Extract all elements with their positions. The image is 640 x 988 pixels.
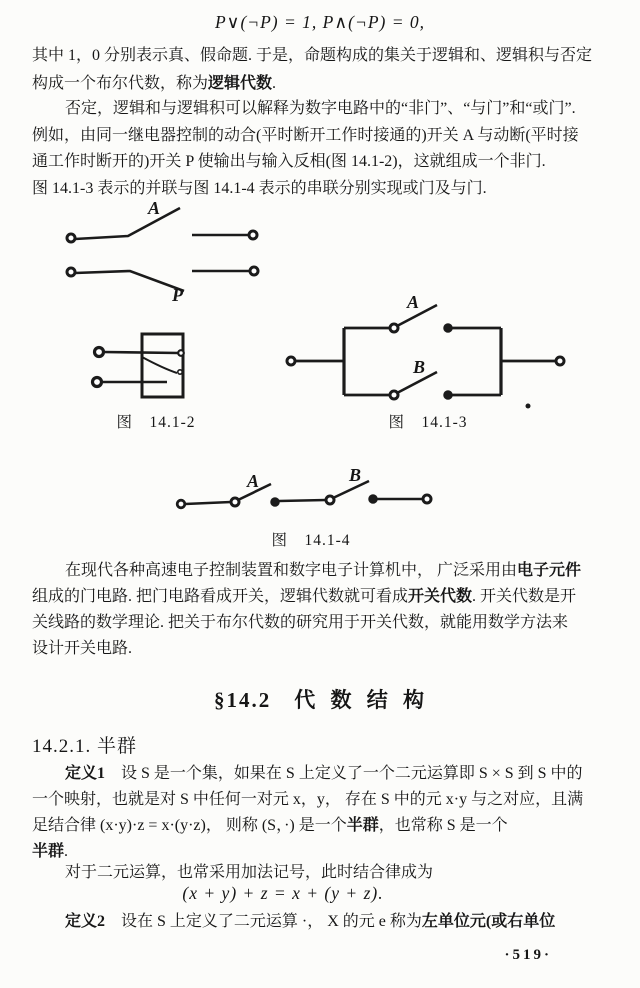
section-heading-block: [32, 684, 608, 714]
stray-ink-dot: [526, 404, 531, 409]
p3-line4: 设计开关电路.: [32, 640, 133, 657]
def1-line2: 一个映射，也就是对 S 中任何一对元 x，y， 存在 S 中的元 x·y 与之对应，且满: [32, 791, 584, 808]
def2-mid: 设在 S 上定义了二元运算 ·， X 的元 e 称为: [105, 913, 422, 930]
term-semigroup: 半群: [346, 817, 379, 834]
p1-l2-pre: 构成一个布尔代数，称为: [32, 75, 209, 92]
definition-1: [32, 761, 608, 865]
term-left-identity: 左单位元(或右单位: [421, 913, 556, 930]
p3-l1-pre: 在现代各种高速电子控制装置和数字电子计算机中， 广泛采用由: [65, 562, 518, 579]
p2-line1: 否定，逻辑和与逻辑积可以解释为数字电路中的“非门”、“与门”和“或门”.: [65, 100, 576, 117]
def1-l3-pre: 足结合律 (x·y)·z = x·(y·z)， 则称 (S，·) 是一个: [32, 817, 347, 834]
switch-a-normally-open: [67, 208, 257, 242]
p1-line2: [32, 70, 608, 98]
circuit-figures: [0, 195, 640, 555]
fig1-switch-p-label: P: [172, 285, 183, 305]
def1-term: 定义1: [65, 765, 106, 782]
p3-l2-pre: 组成的门电路. 把门电路看成开关，逻辑代数就可看成: [32, 588, 409, 605]
paragraph-3: [32, 558, 608, 662]
p2-line2: 例如，由同一继电器控制的动合(平时断开工作时接通的)开关 A 与动断(平时接: [32, 126, 579, 144]
fig2-switch-b-label: B: [413, 357, 426, 377]
p3-line3: 关线路的数学理论. 把关于布尔代数的研究用于开关代数，就能用数学方法来: [32, 614, 569, 631]
def1-line3: [32, 813, 608, 839]
p2-line3: 通工作时断开的)开关 P 使输出与输入反相(图 14.1-2)，这就组成一个非门.: [32, 153, 546, 170]
formula-top-text: P∨(¬P) = 1, P∧(¬P) = 0,: [214, 12, 426, 32]
p4-line1: 对于二元运算，也常采用加法记号，此时结合律成为: [65, 864, 434, 881]
fig3-switch-b-label: B: [349, 465, 362, 485]
fig2-caption: 图 14.1-3: [388, 414, 468, 431]
def1-line1: [32, 761, 608, 787]
relay-coil-box: [93, 334, 184, 397]
subsection-heading-block: [32, 731, 608, 758]
term-semigroup-2: 半群: [32, 843, 65, 860]
switch-p-normally-closed: [67, 267, 258, 291]
branch-switch-a: [390, 305, 452, 332]
def1-l1-rest: 设 S 是一个集，如果在 S 上定义了一个二元运算即 S × S 到 S 中的: [105, 765, 583, 782]
fig1-caption: 图 14.1-2: [116, 414, 196, 431]
fig2-switch-a-label: A: [407, 292, 420, 312]
formula-top: [32, 12, 608, 33]
p3-l2-post: . 开关代数是开: [472, 588, 577, 605]
definition-2: [32, 908, 608, 931]
formula-mid-block: [0, 883, 571, 904]
subsection-heading: 14.2.1. 半群: [32, 736, 138, 757]
series-output-lead: [369, 495, 431, 503]
figure-14-1-4: [177, 465, 431, 549]
def2-term: 定义2: [65, 913, 106, 930]
section-heading: §14.2 代 数 结 构: [214, 688, 426, 712]
def2-line1: [32, 908, 608, 931]
formula-mid-text: (x + y) + z = x + (y + z).: [182, 883, 384, 903]
figure-14-1-2: [67, 198, 258, 431]
p1-line1: 其中 1，0 分别表示真、假命题. 于是，命题构成的集关于逻辑和、逻辑积与否定: [32, 47, 593, 64]
p1-l2-post: .: [272, 75, 277, 92]
p3-line2: [32, 584, 608, 610]
parallel-circuit-wires: [287, 328, 564, 395]
paragraph-2: [32, 96, 608, 202]
term-logic-algebra: 逻辑代数: [208, 75, 273, 92]
def1-l4-post: .: [64, 843, 69, 860]
term-electronic-components: 电子元件: [517, 562, 582, 579]
fig1-switch-a-label: A: [148, 198, 161, 218]
figure-14-1-3: [287, 292, 564, 431]
term-switching-algebra: 开关代数: [408, 588, 473, 605]
paragraph-4: [32, 859, 608, 882]
fig3-caption: 图 14.1-4: [271, 532, 351, 549]
paragraph-1: [32, 42, 608, 98]
page-number: ·519·: [504, 947, 552, 963]
p3-line1: [32, 558, 608, 584]
def1-l3-post: ，也常称 S 是一个: [378, 817, 508, 834]
fig3-switch-a-label: A: [247, 471, 260, 491]
p2-line4: 图 14.1-3 表示的并联与图 14.1-4 表示的串联分别实现或门及与门.: [32, 179, 487, 197]
